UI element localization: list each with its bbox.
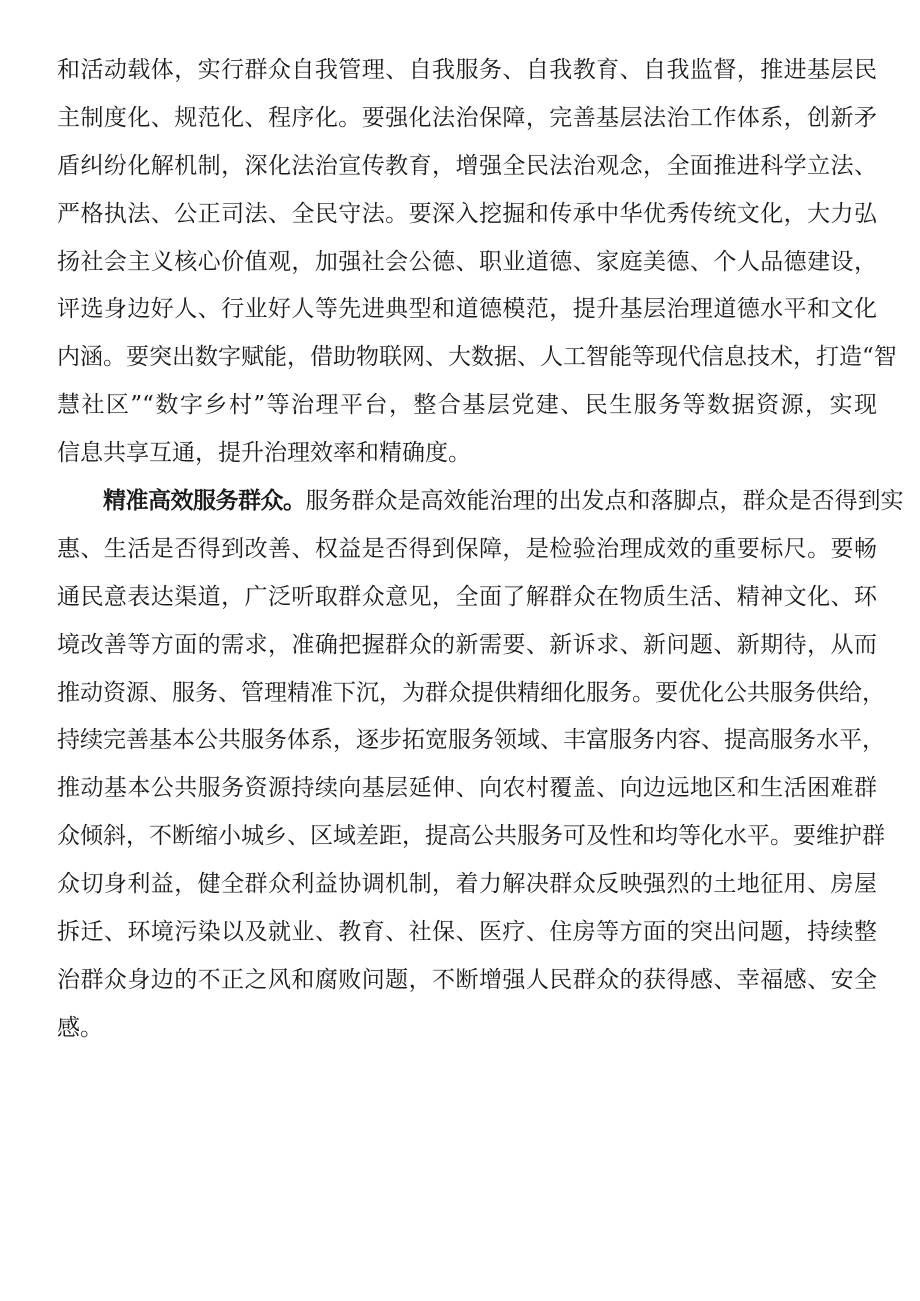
paragraph-line-text: 服务群众是高效能治理的出发点和落脚点，群众是否得到实	[305, 488, 904, 515]
paragraph-line: 境改善等方面的需求，准确把握群众的新需要、新诉求、新问题、新期待，从而	[57, 631, 877, 658]
paragraph-line: 拆迁、环境污染以及就业、教育、社保、医疗、住房等方面的突出问题，持续整	[57, 919, 877, 946]
paragraph-1	[57, 47, 897, 478]
paragraph-line: 和活动载体，实行群众自我管理、自我服务、自我教育、自我监督，推进基层民	[57, 57, 877, 83]
paragraph-line: 严格执法、公正司法、全民守法。要深入挖掘和传承中华优秀传统文化，大力弘	[57, 200, 877, 227]
paragraph-line: 扬社会主义核心价值观，加强社会公德、职业道德、家庭美德、个人品德建设，	[57, 248, 877, 275]
paragraph-line: 盾纠纷化解机制，深化法治宣传教育，增强全民法治观念，全面推进科学立法、	[57, 152, 877, 179]
paragraph-line: 治群众身边的不正之风和腐败问题，不断增强人民群众的获得感、幸福感、安全	[57, 966, 877, 993]
paragraph-line: 主制度化、规范化、程序化。要强化法治保障，完善基层法治工作体系，创新矛	[57, 104, 877, 131]
paragraph-line: 通民意表达渠道，广泛听取群众意见，全面了解群众在物质生活、精神文化、环	[57, 583, 877, 610]
paragraph-line: 惠、生活是否得到改善、权益是否得到保障，是检验治理成效的重要标尺。要畅	[57, 535, 877, 562]
paragraph-line: 持续完善基本公共服务体系，逐步拓宽服务领域、丰富服务内容、提高服务水平，	[57, 727, 885, 754]
paragraph-line: 推动基本公共服务资源持续向基层延伸、向农村覆盖、向边远地区和生活困难群	[57, 775, 877, 802]
paragraph-line: 评选身边好人、行业好人等先进典型和道德模范，提升基层治理道德水平和文化	[57, 296, 877, 323]
paragraph-heading: 精准高效服务群众。	[103, 488, 306, 515]
paragraph-line: 信息共享互通，提升治理效率和精确度。	[57, 440, 471, 467]
document-body	[57, 47, 904, 1053]
paragraph-line: 推动资源、服务、管理精准下沉，为群众提供精细化服务。要优化公共服务供给，	[57, 679, 885, 706]
paragraph-line: 感。	[57, 1014, 103, 1041]
paragraph-first-line	[57, 478, 904, 526]
paragraph-line: 众切身利益，健全群众利益协调机制，着力解决群众反映强烈的土地征用、房屋	[57, 871, 877, 898]
paragraph-line: 众倾斜，不断缩小城乡、区域差距，提高公共服务可及性和均等化水平。要维护群	[57, 823, 885, 850]
paragraph-line: 慧社区”“数字乡村”等治理平台，整合基层党建、民生服务等数据资源，实现	[57, 392, 877, 419]
paragraph-line: 内涵。要突出数字赋能，借助物联网、大数据、人工智能等现代信息技术，打造“智	[57, 344, 897, 371]
paragraph-2	[57, 478, 904, 1053]
